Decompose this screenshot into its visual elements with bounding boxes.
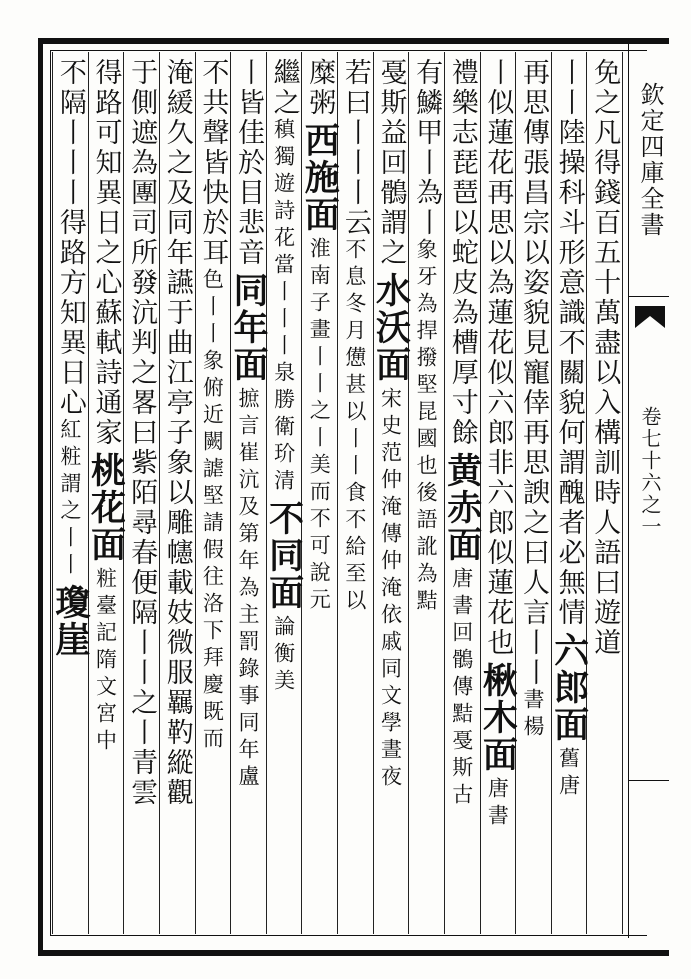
commentary-text: 摭言崔沆及第年為主罰錄事同年盧: [235, 387, 260, 792]
commentary-text: 論衡美: [271, 615, 296, 696]
commentary-text: 稹獨遊詩花當丨丨丨泉勝衛玠清: [271, 118, 296, 496]
commentary-text: 唐書: [485, 777, 510, 831]
commentary-text: 宋史范仲淹傳仲淹依戚同文學晝夜: [378, 387, 403, 792]
commentary-text: 舊唐: [556, 747, 581, 801]
text-column: [299, 58, 339, 930]
body-text: 戞斯益回鶻謂之: [375, 58, 407, 268]
text-column: [406, 58, 446, 930]
margin-divider: [629, 780, 669, 781]
entry-heading: 桃花面: [85, 452, 127, 563]
text-column: [192, 58, 232, 930]
text-column: [442, 58, 482, 930]
commentary-text: 象牙為捍撥: [414, 238, 439, 373]
body-text: 得路可知異日之心蘇軾詩通家: [90, 58, 122, 448]
text-column: [335, 58, 375, 930]
commentary-text: 淮南子畫丨丨之丨美而不可說元: [307, 237, 332, 615]
entry-heading: 瓊崖: [49, 584, 91, 658]
body-text: 不共聲皆快於耳: [197, 58, 229, 268]
commentary-text: 唐書回鶻傳黠戞斯古: [449, 567, 474, 810]
body-text: 不隔丨丨丨得路方知異日心: [54, 58, 86, 418]
entry-heading: 同年面: [227, 272, 269, 383]
margin-book-title: 欽定四庫全書: [636, 82, 664, 238]
text-column: [370, 58, 410, 930]
text-column: [121, 58, 161, 930]
body-text: 丨丨陸操科斗形意識不關貌何謂醜者必無情: [553, 58, 585, 628]
commentary-text: 色丨丨: [200, 268, 225, 349]
body-text: 丨似蓮花再思以為蓮花似六郎非六郎似蓮花也: [482, 58, 514, 658]
entry-heading: 西施面: [299, 122, 341, 233]
entry-heading: 六郎面: [548, 632, 590, 743]
body-text: 再思傳張昌宗以姿貌見寵倖再思諛之曰人言丨丨: [517, 58, 549, 688]
body-text: 禮樂志琵琶以蛇皮為槽厚寸餘: [446, 58, 478, 448]
body-text: 于側遮為團司所發沆判之畧曰紫陌尋春便隔丨丨之丨青雲: [126, 58, 158, 808]
commentary-text: 粧臺記隋文宮中: [93, 567, 118, 756]
page-margin-strip: [628, 44, 669, 938]
commentary-text: 書楊: [520, 688, 545, 742]
entry-heading: 楸木面: [477, 662, 519, 773]
text-column: [264, 58, 304, 930]
body-text: 繼之: [268, 58, 300, 118]
text-column: [513, 58, 553, 930]
body-text: 有鱗甲丨為丨: [411, 58, 443, 238]
text-column: [157, 58, 197, 930]
entry-heading: 黄赤面: [441, 452, 483, 563]
entry-heading: 水沃面: [370, 272, 412, 383]
commentary-text: 不息冬月憊甚以丨丨食不給至以: [342, 238, 367, 616]
body-text: 糜粥: [304, 58, 336, 118]
text-column: [477, 58, 517, 930]
text-column: [50, 58, 90, 930]
fish-tail-mark-icon: [635, 306, 665, 328]
body-text: 免之凡得錢百五十萬盡以入構訓時人語曰遊道: [589, 58, 621, 658]
text-column: [228, 58, 268, 930]
commentary-text: 紅粧謂之丨丨: [57, 418, 82, 580]
commentary-text: 象俯近闕謔堅請假往洛下拜慶既而: [200, 349, 225, 754]
text-column: [584, 58, 624, 930]
body-text: 丨皆佳於目悲音: [232, 58, 264, 268]
text-column: [549, 58, 589, 930]
margin-divider: [629, 296, 669, 297]
body-text: 淹緩久之及同年讌于曲江亭子象以雕幰載妓微服羈靮縱觀: [161, 58, 193, 808]
commentary-text: 堅昆國也後語訛為黠: [414, 373, 439, 616]
text-column: [85, 58, 125, 930]
margin-section-label: 卷七十六之一: [638, 406, 662, 538]
entry-heading: 不同面: [263, 500, 305, 611]
body-text: 若曰丨丨丨云: [339, 58, 371, 238]
